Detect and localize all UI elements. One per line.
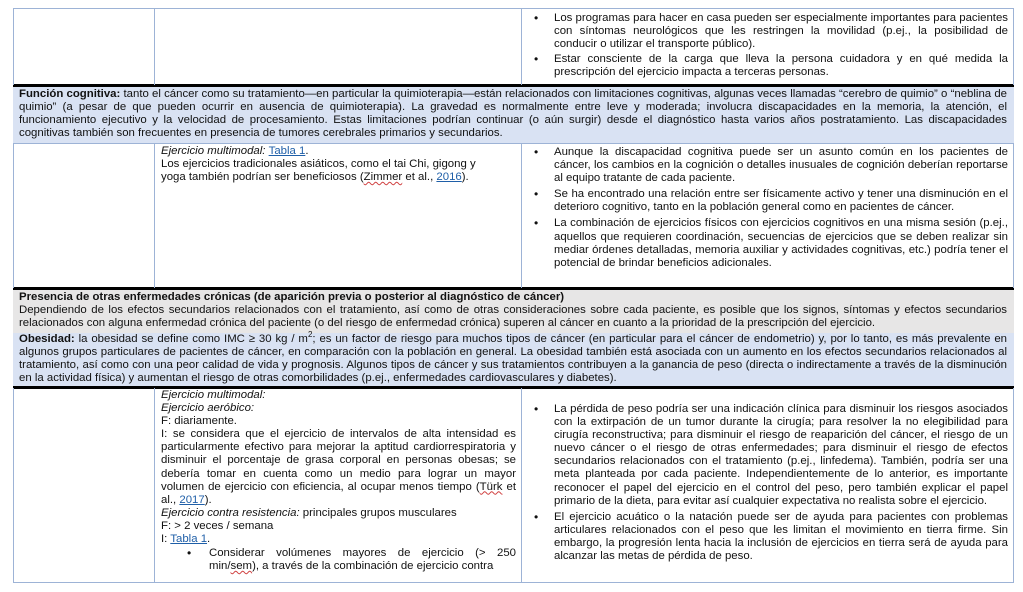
list-item: • Se ha encontrado una relación entre ser físicamente activo y tener una disminución en el deterioro cognitivo, tanto en la población general como en pacientes de cáncer.	[530, 188, 1008, 214]
row-divider	[13, 8, 1014, 9]
obesity-guidance	[530, 403, 1008, 563]
column-divider	[521, 143, 522, 288]
section-heading: Presencia de otras enfermedades crónicas (de aparición previa o posterior al diagnóstico de cáncer)	[19, 291, 565, 303]
column-divider	[521, 8, 522, 85]
body-text: Los ejercicios tradicionales asiáticos, como el tai Chi, gigong y yoga también podrían ser beneficiosos (	[161, 158, 476, 184]
cognitive-prescription	[161, 145, 501, 184]
row-divider	[13, 582, 1014, 583]
section-text: la obesidad se define como IMC ≥ 30 kg / m	[74, 333, 308, 345]
resistance-text: principales grupos musculares	[299, 506, 457, 519]
citation-etal: et al.,	[161, 480, 516, 506]
frequency: F: > 2 veces / semana	[161, 519, 274, 532]
row-divider	[13, 143, 1014, 144]
list-item: • Los programas para hacer en casa pueden ser especialmente importantes para pacientes con síntomas neurológicos que les restringen la movilidad (p.ej., la posibilidad de conducir o utilizar el transporte público).	[530, 12, 1008, 51]
column-divider	[13, 8, 14, 85]
intensity-text: I: se considera que el ejercicio de intervalos de alta intensidad es particularmente efectivo para mejorar la aptitud cardiorrespiratoria y disminuir el porcentaje de grasa corporal en personas obesas; se debería tomar en cuenta como un medio para lograr un mayor volumen de ejercicio con eficiencia, al ocupar menos tiempo (	[161, 428, 516, 493]
section-text: Dependiendo de los efectos secundarios relacionados con el tratamiento, así como de otras consideraciones sobre cada paciente, es posible que los signos, síntomas y efectos secundarios relacionados con alguna enfermedad crónica del paciente (o del riesgo de enfermedad crónica) superen al cáncer en cuanto a la prioridad de la prescripción del ejercicio.	[19, 304, 1007, 330]
obesity-prescription	[161, 389, 516, 573]
column-divider	[1013, 8, 1014, 85]
punctuation: ).	[204, 493, 212, 506]
cognitive-section	[19, 88, 1007, 140]
list-item: • Aunque la discapacidad cognitiva puede ser un asunto común en los pacientes de cáncer, los cambios en la cognición o detalles inusuales de cognición deberían reportarse al equipo tratante de cada paciente.	[530, 146, 1008, 185]
separator	[13, 287, 1014, 290]
citation-etal: et al.,	[402, 171, 437, 184]
bullet-text: Considerar volúmenes mayores de ejercicio (> 250 min/	[209, 547, 516, 573]
citation-year-link[interactable]: 2017	[179, 493, 205, 506]
list-item: • El ejercicio acuático o la natación puede ser de ayuda para pacientes con problemas articulares relacionados con el peso que les limitan el movimiento en tierra firme. Sin embargo, la progresión lenta hacia la inclusión de ejercicios en tierra será de ayuda para alcanzar las metas de pérdida de peso.	[530, 511, 1008, 563]
column-divider	[154, 388, 155, 583]
chronic-section	[19, 291, 1007, 330]
section-heading: Función cognitiva:	[19, 88, 121, 100]
section-text: ; es un factor de riesgo para muchos tipos de cáncer (en particular para el cáncer de endometrio) y, por lo tanto, es más prevalente en algunos grupos particulares de pacientes de cáncer, en comparación con la población en general. La obesidad también está asociada con un aumento en los efectos secundarios relacionados al tratamiento, así como con una peor calidad de vida y prognosis. Algunos tipos de cáncer y sus tratamientos contribuyen a la ganancia de peso (directa o indirectamente a través de la disminución en la actividad física) y aumentan el riesgo de otras comorbilidades (p.ej., enfermedades cardiovasculares y diabetes).	[19, 333, 1007, 385]
citation-year-link[interactable]: 2016	[436, 171, 462, 184]
punctuation: ).	[461, 171, 469, 184]
list-item: • La pérdida de peso podría ser una indicación clínica para disminuir los riesgos asociados con la extirpación de un tumor durante la cirugía; para resolver la no elegibilidad para cirugía reconstructiva; para disminuir el riesgo de reaparición del cáncer, el riesgo de un nuevo cáncer o el riesgo de otras enfermedades; para disminuir el riesgo de efectos secundarios relacionados con el tratamiento (p.ej., linfedema). También, podría ser una meta planteada por cada paciente. Independientemente de lo anterior, es importante reconocer el papel del ejercicio en el control del peso, pero también explicar el papel primario de la dieta, para evitar así cualquier expectativa no realista sobre el ejercicio.	[530, 403, 1008, 508]
column-divider	[154, 143, 155, 288]
list-item	[161, 547, 516, 573]
label-multimodal: Ejercicio multimodal:	[161, 389, 266, 401]
column-divider	[1013, 143, 1014, 288]
punctuation: .	[207, 533, 211, 546]
punctuation: .	[305, 145, 309, 157]
column-divider	[154, 8, 155, 85]
list-item: • Estar consciente de la carga que lleva la persona cuidadora y en qué medida la prescripción del ejercicio impacta a terceras personas.	[530, 53, 1008, 79]
label-multimodal: Ejercicio multimodal:	[161, 145, 269, 157]
table-1-link[interactable]: Tabla 1	[170, 533, 208, 546]
citation-author: Türk	[479, 480, 503, 493]
column-divider	[521, 388, 522, 583]
cognitive-guidance	[530, 146, 1008, 270]
column-divider	[13, 143, 14, 288]
intensity-prefix: I:	[161, 533, 171, 546]
column-divider	[1013, 388, 1014, 583]
citation-author: Zimmer	[363, 171, 403, 184]
bullet-text: sem	[230, 560, 253, 573]
column-divider	[13, 388, 14, 583]
row1-guidance	[530, 12, 1008, 79]
frequency: F: diariamente.	[161, 415, 237, 428]
separator	[13, 84, 1014, 87]
obesity-section	[19, 330, 1007, 385]
list-item: • La combinación de ejercicios físicos con ejercicios cognitivos en una misma sesión (p.ej., aquellos que requieren coordinación, secuencias de ejercicios que se deben realizar sin mediar órdenes detalladas, memoria auxiliar y actividades cognitivas, etc.) podría tener el potencial de brindar beneficios adicionales.	[530, 217, 1008, 269]
label-aerobic: Ejercicio aeróbico:	[161, 402, 255, 415]
superscript: 2	[307, 330, 313, 340]
section-text: tanto el cáncer como su tratamiento—en particular la quimioterapia—están relacionados con limitaciones cognitivas, algunas veces llamadas “cerebro de quimio” o “neblina de quimio” (a pesar de que pueden ocurrir en ausencia de quimioterapia). La gravedad es normalmente entre leve y moderada; involucra discapacidades en la memoria, la atención, el funcionamiento ejecutivo y la velocidad de procesamiento. Estas limitaciones podrían continuar (o aún surgir) desde el diagnóstico hasta varios años postratamiento. Las discapacidades cognitivas también son frecuentes en presencia de tumores cerebrales primarios y secundarios.	[19, 88, 1007, 140]
section-heading: Obesidad:	[19, 333, 75, 345]
label-resistance: Ejercicio contra resistencia:	[161, 506, 300, 519]
bullet-text: ), a través de la combinación de ejercicio contra	[252, 560, 494, 573]
table-1-link[interactable]: Tabla 1	[268, 145, 306, 157]
